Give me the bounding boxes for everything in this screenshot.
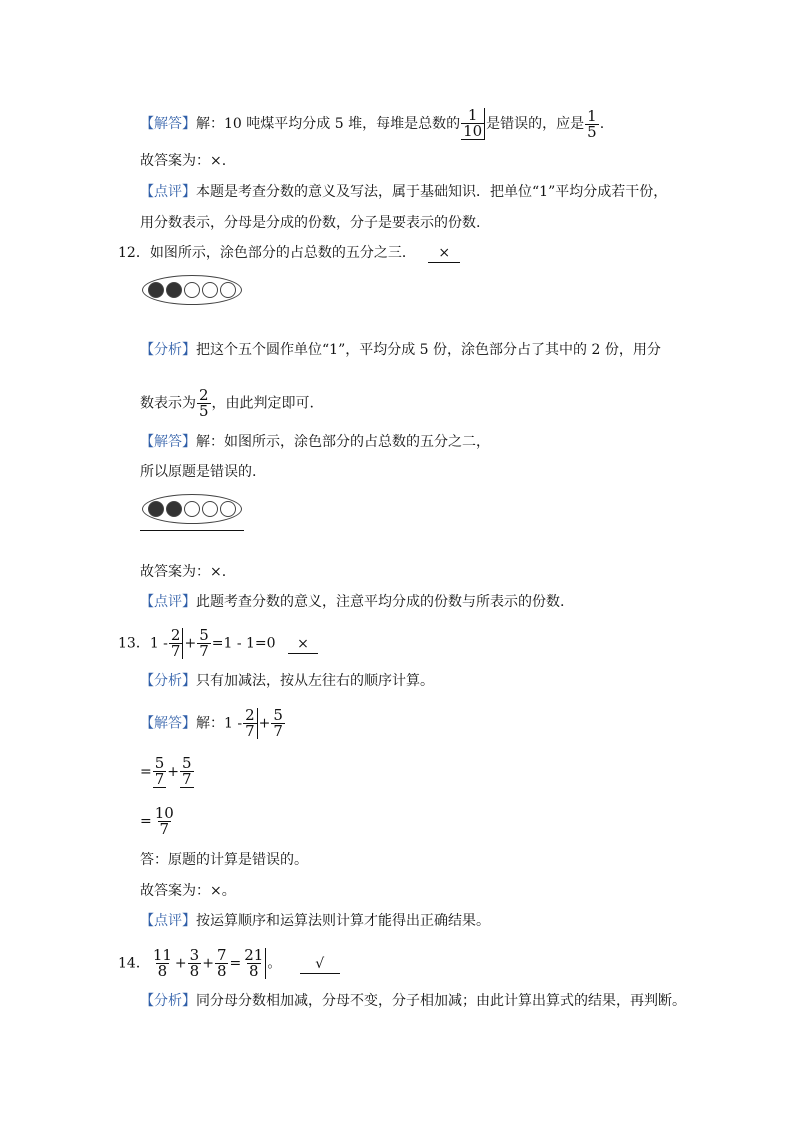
q14-analysis-line: 【分析】同分母分数相加减，分母不变，分子相加减；由此计算出算式的结果，再判断。	[140, 993, 686, 1009]
q13-review-line: 【点评】按运算顺序和运算法则计算才能得出正确结果。	[140, 913, 490, 929]
q13-analysis-line: 【分析】只有加减法，按从左往右的顺序计算。	[140, 673, 434, 689]
review-tag: 【点评】	[140, 184, 196, 200]
q13-stem: 13．1 - $\frac{2}{7}$ + $\frac{5}{7}$ =1 - 1=0 ×	[118, 628, 318, 659]
q12-answer-line-2: 所以原题是错误的.	[140, 464, 257, 480]
empty-circle	[220, 501, 236, 517]
fraction: $\frac{2}{5}$	[199, 386, 209, 420]
q12-stem: 12．如图所示，涂色部分的占总数的五分之三． ×	[118, 244, 460, 263]
q12-conclusion: 故答案为：×.	[140, 564, 227, 580]
q12-review-line: 【点评】此题考查分数的意义，注意平均分成的份数与所表示的份数.	[140, 594, 565, 610]
shaded-circle	[166, 501, 182, 517]
question-number: 13．	[118, 635, 150, 652]
fraction: $\frac{3}{8}$	[189, 946, 200, 980]
shaded-circle	[148, 501, 164, 517]
empty-circle	[184, 282, 200, 298]
fraction: $\frac{2}{7}$	[243, 708, 258, 739]
question-number: 12．	[118, 245, 150, 261]
question-number: 14．	[118, 955, 150, 972]
fraction: $\frac{11}{8}$	[152, 946, 172, 980]
fraction: $\frac{7}{8}$	[216, 946, 227, 980]
figure-ellipse	[142, 494, 242, 524]
q13-answer-line: 【解答】解：1 - $\frac{2}{7}$ + $\frac{5}{7}$	[140, 706, 283, 740]
review-tag: 【点评】	[140, 594, 196, 610]
q11-answer-line: 【解答】解：10 吨煤平均分成 5 堆，每堆是总数的 $\frac{1}{10}$ 是错误的，应是 $\frac{1}{5}$ .	[140, 106, 605, 141]
figure-ellipse	[142, 275, 242, 305]
analysis-tag: 【分析】	[140, 673, 196, 689]
q11-review-line-2: 用分数表示，分母是分成的份数，分子是要表示的份数.	[140, 215, 481, 231]
fraction: $\frac{5}{7}$	[182, 754, 192, 788]
q12-answer-line: 【解答】解：如图所示，涂色部分的占总数的五分之二，	[140, 434, 490, 450]
q13-reply: 答：原题的计算是错误的。	[140, 852, 308, 868]
q14-stem: 14． $\frac{11}{8}$ + $\frac{3}{8}$ + $\frac{7}{8}$ = $\frac{21}{8}$ 。 √	[118, 948, 340, 979]
q11-review-line: 【点评】本题是考查分数的意义及写法，属于基础知识．把单位“1”平均分成若干份，	[140, 184, 668, 200]
shaded-circle	[148, 282, 164, 298]
analysis-tag: 【分析】	[140, 342, 196, 358]
answer-text: 解：10 吨煤平均分成 5 堆，每堆是总数的	[196, 116, 461, 132]
answer-mark: ×	[288, 635, 318, 654]
fraction: $\frac{21}{8}$	[242, 948, 266, 979]
answer-tag: 【解答】	[140, 434, 196, 450]
five-circles-figure	[142, 275, 242, 305]
answer-text: 是错误的，应是	[486, 116, 585, 132]
q13-conclusion: 故答案为：×。	[140, 883, 236, 899]
q11-conclusion: 故答案为：×.	[140, 153, 227, 169]
analysis-tag: 【分析】	[140, 993, 196, 1009]
empty-circle	[202, 282, 218, 298]
review-tag: 【点评】	[140, 913, 196, 929]
fraction: $\frac{10}{7}$	[154, 804, 174, 838]
q13-step-1: = $\frac{5}{7}$ + $\frac{5}{7}$	[140, 754, 192, 788]
q12-analysis-line-2: 数表示为 $\frac{2}{5}$ ，由此判定即可.	[140, 386, 314, 420]
shaded-circle	[166, 282, 182, 298]
answer-tag: 【解答】	[140, 715, 196, 732]
figure-underline	[140, 530, 244, 531]
fraction: $\frac{1}{5}$	[587, 106, 597, 141]
fraction: $\frac{5}{7}$	[154, 754, 165, 788]
fraction: $\frac{5}{7}$	[273, 706, 283, 740]
fraction: $\frac{1}{10}$	[461, 108, 485, 140]
empty-circle	[202, 501, 218, 517]
fraction: $\frac{2}{7}$	[169, 628, 184, 659]
five-circles-figure	[142, 494, 242, 524]
empty-circle	[220, 282, 236, 298]
answer-mark: ×	[428, 244, 460, 263]
fraction: $\frac{5}{7}$	[199, 626, 209, 660]
answer-mark: √	[300, 955, 340, 974]
answer-tag: 【解答】	[140, 116, 196, 132]
q13-step-2: = $\frac{10}{7}$	[140, 804, 174, 838]
q12-analysis-line: 【分析】把这个五个圆作单位“1”，平均分成 5 份，涂色部分占了其中的 2 份，用分	[140, 342, 661, 358]
empty-circle	[184, 501, 200, 517]
